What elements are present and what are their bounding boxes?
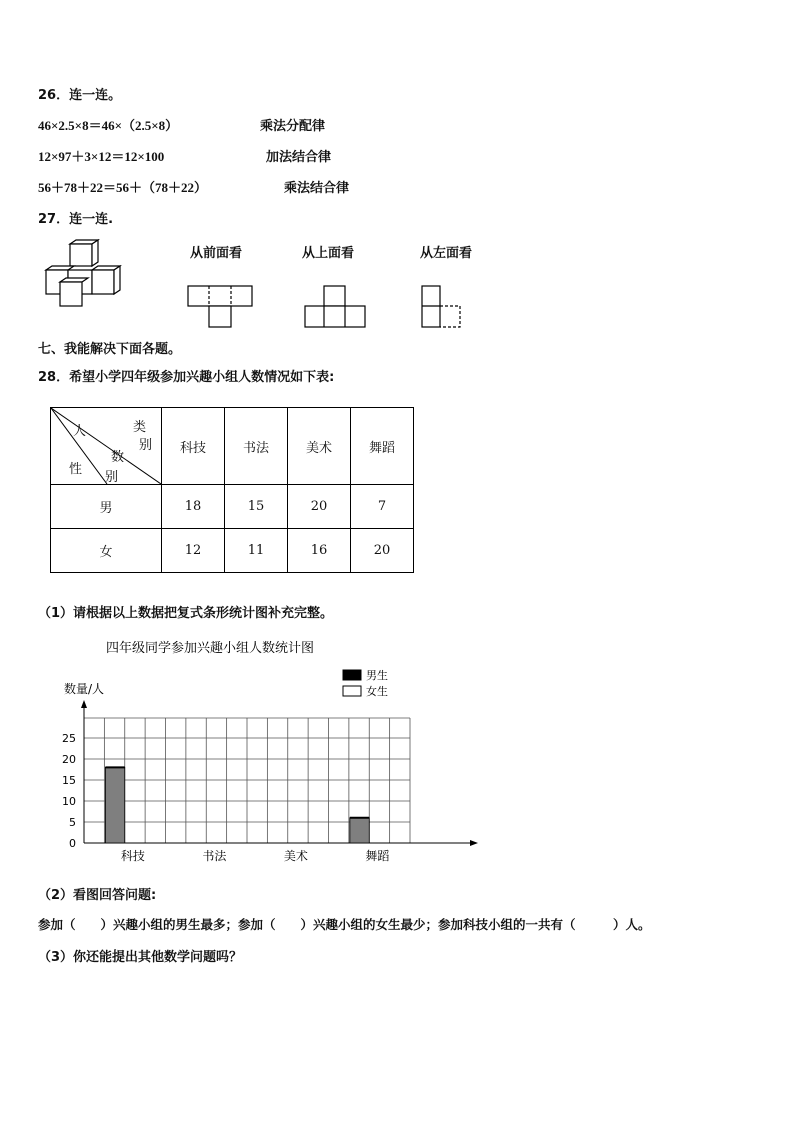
x-tick-label: 书法 [202,849,227,863]
table-cell: 16 [288,529,351,573]
table-corner-header [51,408,162,485]
y-tick-label: 0 [69,837,76,850]
corner-text: 性 [69,462,83,477]
q26-law-1: 乘法分配律 [260,119,326,134]
legend-swatch [343,670,361,680]
row-label: 男 [51,485,162,529]
table-cell: 20 [288,485,351,529]
q27-title: 27．连一连. [38,212,114,227]
table-cell: 20 [351,529,414,573]
bar-chart [56,632,486,872]
view-label-front: 从前面看 [190,246,243,261]
q28-part2: （2）看图回答问题: [38,888,157,903]
interest-group-table [50,407,414,573]
table-cell: 7 [351,485,414,529]
corner-text: 别 [105,470,119,485]
bar [350,818,369,843]
legend-label: 男生 [366,669,388,682]
legend-swatch [343,686,361,696]
section-7-heading: 七、我能解决下面各题。 [38,342,182,357]
x-tick-label: 科技 [120,849,145,863]
table-row [51,485,414,529]
q26-equation-1: 46×2.5×8＝46×（2.5×8） [38,118,179,133]
q26-law-3: 乘法结合律 [284,181,350,196]
y-tick-label: 10 [62,795,76,808]
left-view-shape [420,284,466,330]
y-tick-label: 15 [62,774,76,787]
y-tick-label: 5 [69,816,76,829]
bar [105,767,124,843]
q26-equation-2: 12×97＋3×12＝12×100 [38,149,165,164]
y-tick-label: 25 [62,732,76,745]
q26-law-2: 加法结合律 [266,150,332,165]
x-tick-label: 美术 [283,849,308,863]
corner-text: 别 [139,438,153,453]
corner-text: 类 [133,420,147,435]
row-label: 女 [51,529,162,573]
top-view-shape [303,284,369,330]
q28-title: 28．希望小学四年级参加兴趣小组人数情况如下表: [38,370,335,385]
view-label-left: 从左面看 [420,246,473,261]
column-header: 书法 [225,408,288,485]
column-header: 美术 [288,408,351,485]
column-header: 科技 [162,408,225,485]
q26-equation-3: 56＋78＋22＝56＋（78＋22） [38,180,208,195]
table-cell: 18 [162,485,225,529]
table-row [51,529,414,573]
corner-text: 数 [111,450,125,465]
q28-part2-questions: 参加（ ）兴趣小组的男生最多；参加（ ）兴趣小组的女生最少；参加科技小组的一共有（ ）人。 [38,917,651,932]
view-label-top: 从上面看 [302,246,355,261]
table-cell: 15 [225,485,288,529]
column-header: 舞蹈 [351,408,414,485]
x-axis-arrow [470,840,478,846]
table-cell: 12 [162,529,225,573]
q28-part3: （3）你还能提出其他数学问题吗？ [38,950,243,965]
legend-label: 女生 [366,685,388,698]
table-cell: 11 [225,529,288,573]
x-tick-label: 舞蹈 [365,849,390,863]
chart-title: 四年级同学参加兴趣小组人数统计图 [106,641,315,656]
front-view-shape [186,284,256,330]
y-tick-label: 20 [62,753,76,766]
y-axis-arrow [81,700,87,708]
q28-part1: （1）请根据以上数据把复式条形统计图补充完整。 [38,606,334,621]
corner-text: 人 [73,424,87,439]
q26-title: 26．连一连。 [38,88,122,103]
cube-stack-figure [40,238,130,308]
y-axis-label: 数量/人 [64,682,105,696]
